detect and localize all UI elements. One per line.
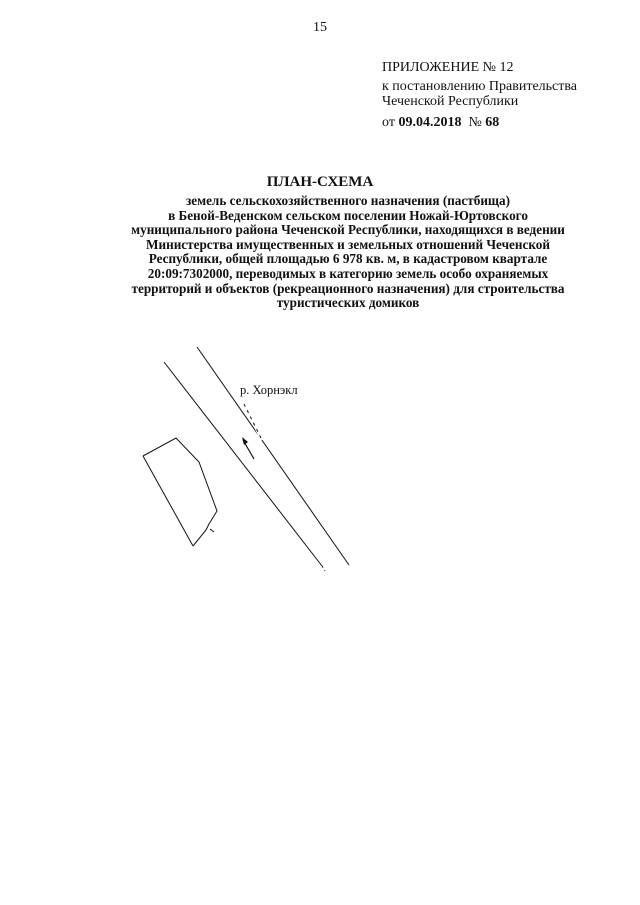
plan-description-line: Республики, общей площадью 6 978 кв. м, в кадастровом квартале	[148, 251, 548, 267]
resolution-number: 68	[485, 115, 500, 130]
land-plot-boundary	[143, 438, 217, 546]
plan-description-line: Министерства имущественных и земельных отношений Чеченской	[146, 236, 550, 252]
plan-description-line: земель сельскохозяйственного назначения (пастбища)	[185, 193, 511, 208]
date-prefix: от	[382, 115, 399, 130]
number-prefix: №	[461, 115, 486, 130]
plan-description-line: туристических домиков	[276, 295, 420, 311]
plan-title: ПЛАН-СХЕМА	[266, 174, 374, 190]
flow-arrow-icon	[242, 437, 254, 459]
plot-mark	[210, 529, 214, 532]
plan-description-line: в Беной-Веденском сельском поселении Ножай-Юртовского	[168, 207, 528, 223]
appendix-line-2: Чеченской Республики	[382, 94, 519, 109]
river-label: р. Хорнэкл	[240, 383, 298, 397]
plan-description-line: 20:09:7302000, переводимых в категорию земель особо охраняемых	[147, 265, 549, 281]
river-bank-gap	[243, 402, 262, 440]
river-bank-left-tail	[322, 566, 325, 571]
page-number: 15	[313, 20, 327, 35]
plan-description-line: муниципального района Чеченской Республики, находящихся в ведении	[131, 222, 565, 238]
plan-description-line: территорий и объектов (рекреационного назначения) для строительства	[131, 280, 565, 296]
land-plot-boundary-west	[143, 456, 193, 546]
appendix-title: ПРИЛОЖЕНИЕ № 12	[382, 60, 514, 75]
river-bank-right-line	[197, 347, 349, 565]
resolution-date: 09.04.2018	[398, 115, 462, 130]
appendix-line-1: к постановлению Правительства	[382, 79, 578, 94]
